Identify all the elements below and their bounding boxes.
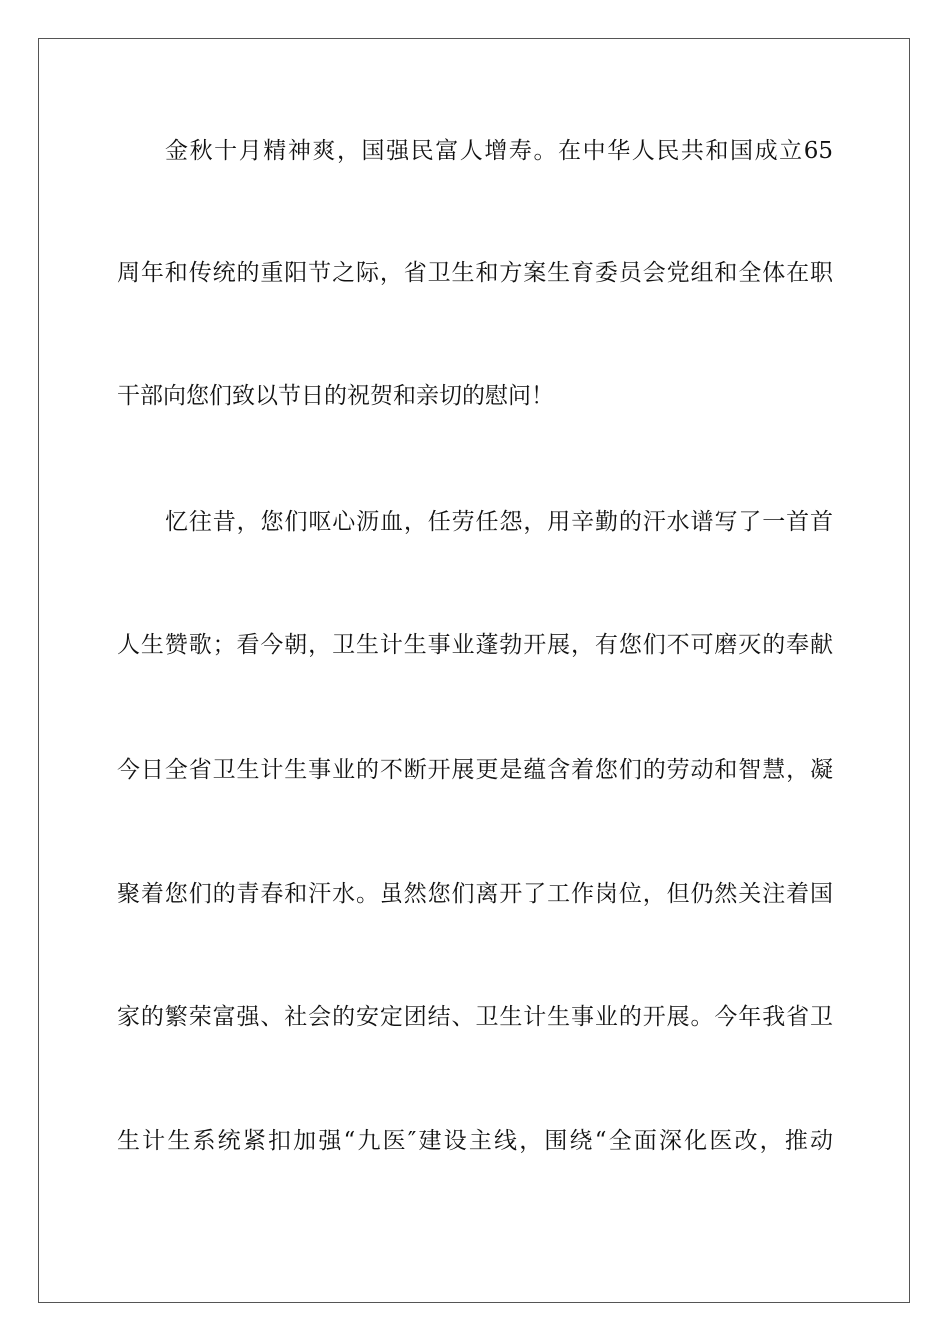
text-line: 忆往昔，您们呕心沥血，任劳任怨，用辛勤的汗水谱写了一首首	[165, 509, 833, 535]
text-line: 周年和传统的重阳节之际，省卫生和方案生育委员会党组和全体在职	[117, 260, 833, 286]
text-line: 家的繁荣富强、社会的安定团结、卫生计生事业的开展。今年我省卫	[117, 1004, 833, 1030]
page-border	[38, 38, 910, 1303]
text-line: 今日全省卫生计生事业的不断开展更是蕴含着您们的劳动和智慧，凝	[117, 757, 833, 783]
text-line: 生计生系统紧扣加强“九医″建设主线，围绕“全面深化医改，推动	[117, 1128, 833, 1154]
text-line: 人生赞歌；看今朝，卫生计生事业蓬勃开展，有您们不可磨灭的奉献	[117, 632, 833, 658]
text-line: 干部向您们致以节日的祝贺和亲切的慰问！	[117, 383, 554, 409]
text-line: 聚着您们的青春和汗水。虽然您们离开了工作岗位，但仍然关注着国	[117, 881, 833, 907]
text-line: 金秋十月精神爽，国强民富人增寿。在中华人民共和国成立65	[165, 138, 833, 164]
